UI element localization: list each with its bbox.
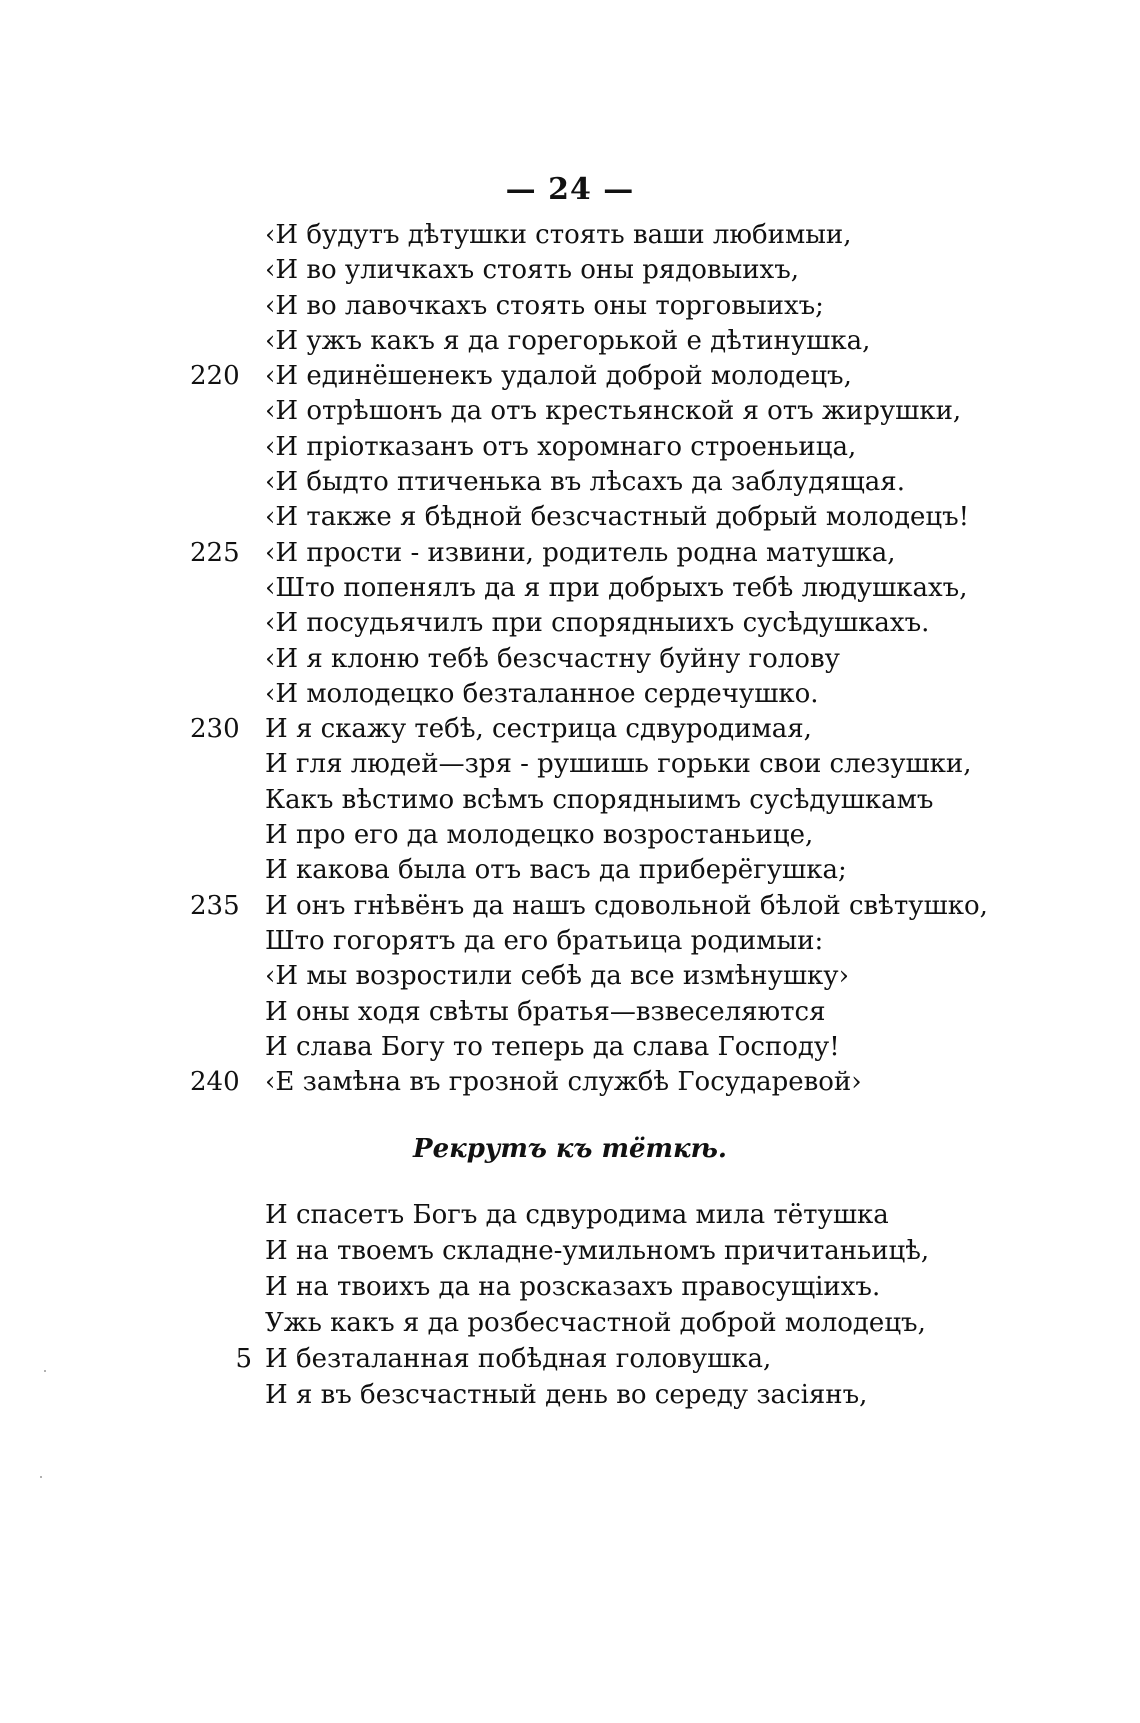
verse-line: [0, 995, 1140, 1030]
verse-line: [0, 289, 1140, 324]
line-number: 220: [190, 361, 240, 392]
line-text: И я въ безсчастный день во середу засiянъ,: [265, 1380, 868, 1410]
verse-line: [0, 430, 1140, 465]
poem-first: [0, 218, 1140, 1100]
verse-line: [0, 1269, 1140, 1305]
line-text: ‹И во лавочкахъ стоять оны торговыихъ;: [265, 290, 824, 321]
line-text: Ужь какъ я да розбесчастной доброй молодецъ,: [265, 1308, 926, 1338]
line-text: ‹И отрѣшонъ да отъ крестьянской я отъ жирушки,: [265, 396, 962, 427]
verse-line: [0, 1377, 1140, 1413]
section-title: Рекрутъ къ тёткѣ.: [413, 1134, 727, 1164]
line-text: Што гогорятъ да его братьица родимыи:: [265, 925, 824, 956]
verse-line: [0, 465, 1140, 500]
line-text: ‹И посудьячилъ при спорядныихъ сусѣдушкахъ.: [265, 608, 930, 639]
line-number: 225: [190, 537, 240, 568]
poem-second: [0, 1197, 1140, 1413]
line-text: И безталанная побѣдная головушка,: [265, 1344, 772, 1374]
verse-line: [0, 747, 1140, 782]
line-text: ‹И быдто птиченька въ лѣсахъ да заблудящая.: [265, 467, 905, 498]
verse-line: [0, 1341, 1140, 1377]
verse-line: [0, 1065, 1140, 1100]
verse-line: [0, 324, 1140, 359]
line-text: ‹И молодецко безталанное сердечушко.: [265, 678, 819, 709]
line-text: ‹И мы возростили себѣ да все измѣнушку›: [265, 961, 849, 992]
verse-line: [0, 359, 1140, 394]
verse-line: [0, 1305, 1140, 1341]
line-number: 235: [190, 890, 240, 921]
line-text: И про его да молодецко возростаньице,: [265, 820, 814, 851]
line-text: И на твоихъ да на розсказахъ правосущiихъ.: [265, 1272, 881, 1302]
verse-line: [0, 218, 1140, 253]
paper-speck: [40, 1476, 42, 1478]
verse-line: [0, 571, 1140, 606]
line-text: ‹Што попенялъ да я при добрыхъ тебѣ людушкахъ,: [265, 572, 968, 603]
line-text: И спасетъ Богъ да сдвуродима мила тётушка: [265, 1200, 889, 1230]
line-text: И онъ гнѣвёнъ да нашъ сдовольной бѣлой свѣтушко,: [265, 890, 988, 921]
verse-line: [0, 394, 1140, 429]
line-text: И какова была отъ васъ да приберёгушка;: [265, 855, 847, 886]
page-number: — 24 —: [505, 172, 635, 207]
line-text: И оны ходя свѣты братья—взвеселяются: [265, 996, 826, 1027]
verse-line: [0, 712, 1140, 747]
verse-line: [0, 783, 1140, 818]
verse-line: [0, 924, 1140, 959]
verse-line: [0, 818, 1140, 853]
verse-line: [0, 959, 1140, 994]
line-text: Какъ вѣстимо всѣмъ спорядныимъ сусѣдушкамъ: [265, 784, 934, 815]
line-text: И на твоемъ складне-умильномъ причитаньицѣ,: [265, 1236, 930, 1266]
verse-line: [0, 500, 1140, 535]
verse-line: [0, 642, 1140, 677]
verse-line: [0, 889, 1140, 924]
line-text: ‹И прiотказанъ отъ хоромнаго строеньица,: [265, 431, 857, 462]
line-text: ‹И ужъ какъ я да горегорькой е дѣтинушка,: [265, 325, 871, 356]
line-number: 240: [190, 1067, 240, 1098]
line-text: И я скажу тебѣ, сестрица сдвуродимая,: [265, 714, 812, 745]
verse-line: [0, 1197, 1140, 1233]
line-text: ‹И я клоню тебѣ безсчастну буйну голову: [265, 643, 840, 674]
verse-line: [0, 853, 1140, 888]
paper-speck: [44, 1370, 46, 1372]
verse-line: [0, 606, 1140, 641]
line-text: ‹Е замѣна въ грозной службѣ Государевой›: [265, 1067, 862, 1098]
line-text: ‹И прости - извини, родитель родна матушка,: [265, 537, 896, 568]
line-number: 5: [235, 1344, 252, 1374]
line-text: ‹И также я бѣдной безсчастный добрый молодецъ!: [265, 502, 970, 533]
verse-line: [0, 1233, 1140, 1269]
line-text: И гля людей—зря - рушишь горьки свои слезушки,: [265, 749, 972, 780]
line-number: 230: [190, 714, 240, 745]
verse-line: [0, 536, 1140, 571]
line-text: И слава Богу то теперь да слава Господу!: [265, 1031, 840, 1062]
line-text: ‹И во уличкахъ стоять оны рядовыихъ,: [265, 255, 800, 286]
verse-line: [0, 253, 1140, 288]
line-text: ‹И единёшенекъ удалой доброй молодецъ,: [265, 361, 852, 392]
verse-line: [0, 1030, 1140, 1065]
line-text: ‹И будутъ дѣтушки стоять ваши любимыи,: [265, 220, 852, 250]
verse-line: [0, 677, 1140, 712]
